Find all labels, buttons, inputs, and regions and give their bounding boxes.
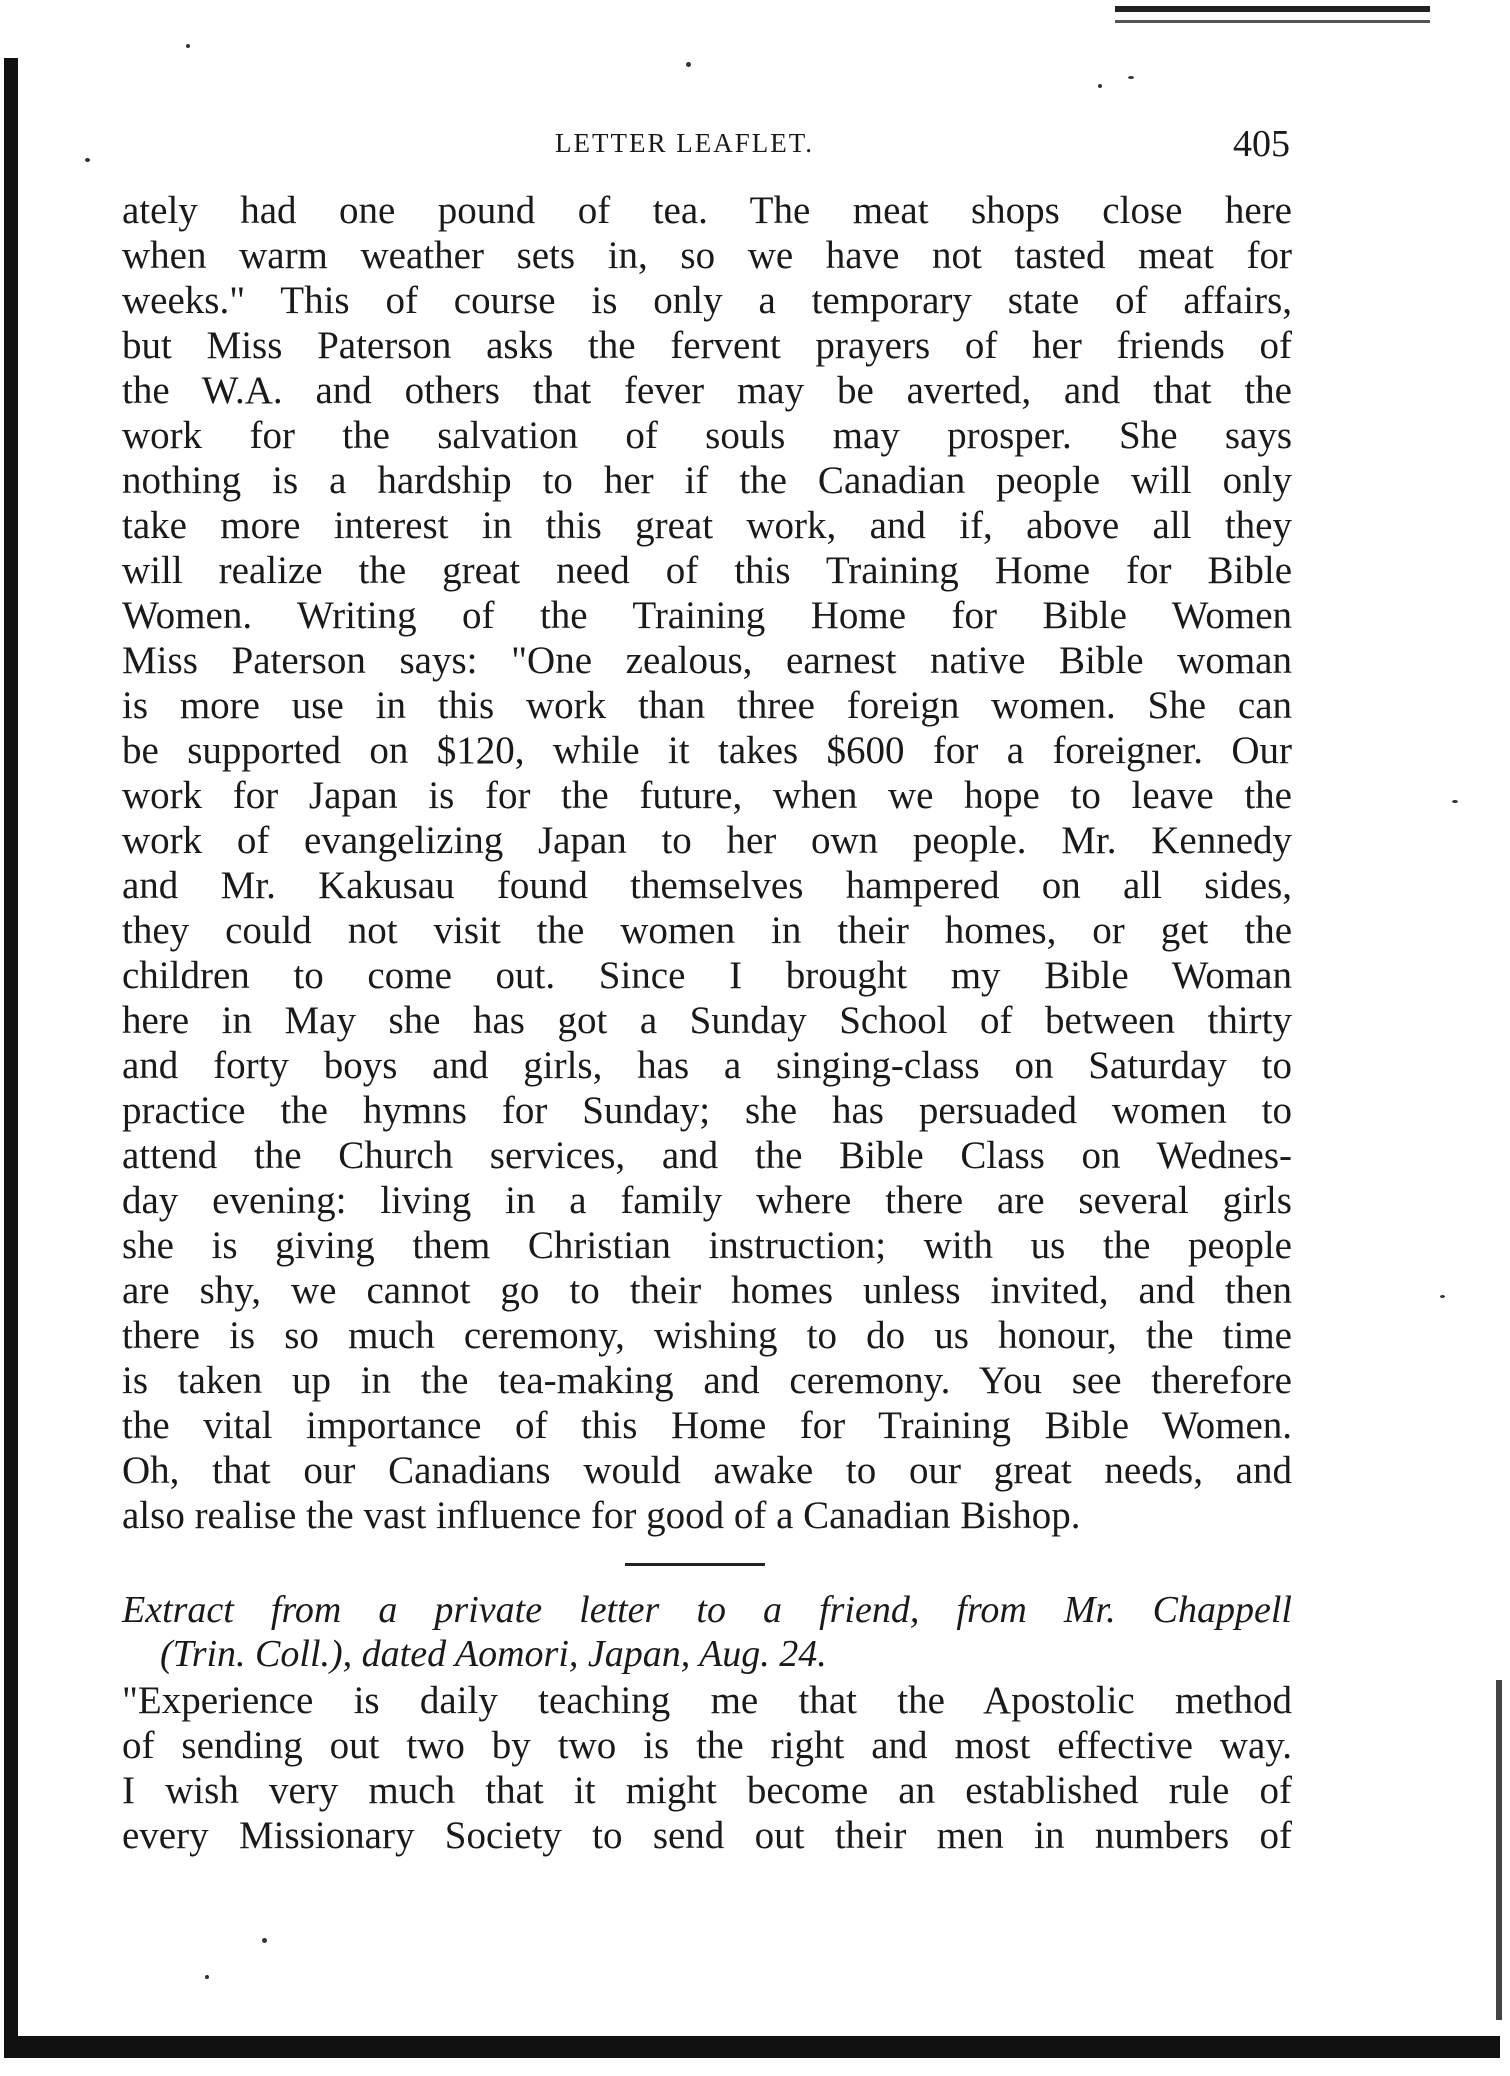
text-line: Miss Paterson says: "One zealous, earnest native Bible woman bbox=[122, 639, 1292, 682]
scan-speck bbox=[686, 62, 691, 67]
text-line: is taken up in the tea-making and ceremony. You see therefore bbox=[122, 1359, 1292, 1402]
scan-speck bbox=[186, 44, 190, 48]
text-line: Women. Writing of the Training Home for Bible Women bbox=[122, 594, 1292, 637]
extract-caption bbox=[122, 1588, 1292, 1676]
text-line: weeks." This of course is only a temporary state of affairs, bbox=[122, 279, 1292, 322]
scan-speck bbox=[262, 1938, 267, 1943]
scan-edge-top bbox=[1115, 6, 1430, 12]
text-line: also realise the vast influence for good of a Canadian Bishop. bbox=[122, 1494, 1081, 1537]
text-line: children to come out. Since I brought my Bible Woman bbox=[122, 954, 1292, 997]
caption-line: (Trin. Coll.), dated Aomori, Japan, Aug. 24. bbox=[160, 1633, 827, 1675]
text-line: of sending out two by two is the right and most effective way. bbox=[122, 1724, 1292, 1767]
text-line: Oh, that our Canadians would awake to our great needs, and bbox=[122, 1449, 1292, 1492]
text-line: are shy, we cannot go to their homes unless invited, and then bbox=[122, 1269, 1292, 1312]
text-line: and forty boys and girls, has a singing-class on Saturday to bbox=[122, 1044, 1292, 1087]
section-divider bbox=[625, 1563, 765, 1566]
text-line: there is so much ceremony, wishing to do us honour, the time bbox=[122, 1314, 1292, 1357]
text-line: is more use in this work than three foreign women. She can bbox=[122, 684, 1292, 727]
text-line: work for the salvation of souls may prosper. She says bbox=[122, 414, 1292, 457]
running-head: LETTER LEAFLET. bbox=[555, 128, 814, 158]
text-line: they could not visit the women in their homes, or get the bbox=[122, 909, 1292, 952]
text-line: day evening: living in a family where there are several girls bbox=[122, 1179, 1292, 1222]
text-line: but Miss Paterson asks the fervent prayers of her friends of bbox=[122, 324, 1292, 367]
paragraph-1 bbox=[122, 188, 1292, 1538]
text-line: the W.A. and others that fever may be averted, and that the bbox=[122, 369, 1292, 412]
text-line: the vital importance of this Home for Training Bible Women. bbox=[122, 1404, 1292, 1447]
text-line: she is giving them Christian instruction; with us the people bbox=[122, 1224, 1292, 1267]
text-line: nothing is a hardship to her if the Canadian people will only bbox=[122, 459, 1292, 502]
scan-edge-left bbox=[4, 58, 18, 2048]
scan-speck bbox=[85, 158, 90, 162]
text-line: "Experience is daily teaching me that the Apostolic method bbox=[122, 1679, 1292, 1722]
scan-speck bbox=[205, 1975, 209, 1979]
scan-speck bbox=[1440, 1295, 1445, 1298]
scan-edge-right bbox=[1496, 1680, 1502, 2020]
text-line: I wish very much that it might become an established rule of bbox=[122, 1769, 1292, 1812]
caption-line: Extract from a private letter to a friend, from Mr. Chappell bbox=[122, 1589, 1292, 1631]
text-line: work of evangelizing Japan to her own people. Mr. Kennedy bbox=[122, 819, 1292, 862]
scan-speck bbox=[1098, 84, 1102, 88]
text-line: will realize the great need of this Training Home for Bible bbox=[122, 549, 1292, 592]
text-line: attend the Church services, and the Bible Class on Wednes- bbox=[122, 1134, 1292, 1177]
page-number: 405 bbox=[1233, 123, 1290, 165]
text-line: practice the hymns for Sunday; she has persuaded women to bbox=[122, 1089, 1292, 1132]
page-header bbox=[120, 122, 1290, 174]
text-line: be supported on $120, while it takes $600 for a foreigner. Our bbox=[122, 729, 1292, 772]
paragraph-2 bbox=[122, 1678, 1292, 1858]
scan-edge-bottom bbox=[4, 2036, 1500, 2058]
text-line: work for Japan is for the future, when we hope to leave the bbox=[122, 774, 1292, 817]
text-line: when warm weather sets in, so we have not tasted meat for bbox=[122, 234, 1292, 277]
text-line: take more interest in this great work, and if, above all they bbox=[122, 504, 1292, 547]
text-line: ately had one pound of tea. The meat shops close here bbox=[122, 189, 1292, 232]
scan-edge-top-thin bbox=[1115, 20, 1430, 23]
scan-speck bbox=[1452, 800, 1458, 803]
text-line: here in May she has got a Sunday School of between thirty bbox=[122, 999, 1292, 1042]
text-line: and Mr. Kakusau found themselves hampered on all sides, bbox=[122, 864, 1292, 907]
text-line: every Missionary Society to send out their men in numbers of bbox=[122, 1814, 1292, 1857]
scan-speck bbox=[1128, 76, 1134, 79]
